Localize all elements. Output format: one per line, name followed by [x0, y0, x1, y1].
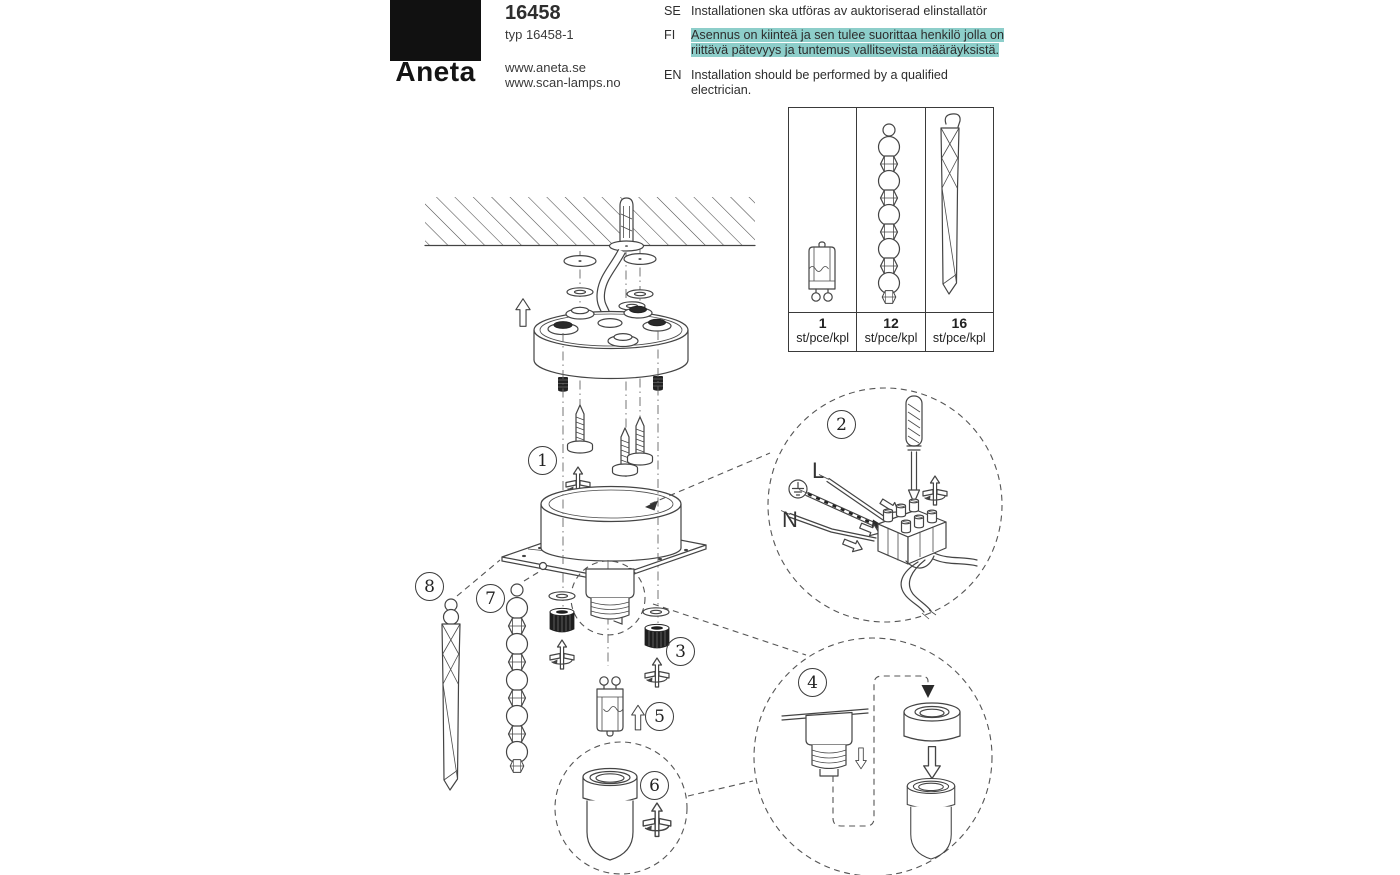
twist-icon [643, 803, 671, 836]
website-url-1: www.aneta.se [505, 60, 586, 75]
step-2-badge: 2 [827, 410, 856, 439]
lang-code-se: SE [664, 4, 681, 18]
step-8-badge: 8 [415, 572, 444, 601]
twist-icon [550, 640, 574, 669]
arrow-up-icon [516, 299, 530, 327]
aneta-logo [390, 0, 481, 61]
step-6-badge: 6 [640, 771, 669, 800]
product-code: 16458 [505, 2, 561, 24]
glass-shade-icon [583, 769, 637, 861]
socket-on-plate [782, 709, 868, 776]
collar-ring-icon [904, 703, 960, 741]
product-type: typ 16458-1 [505, 27, 574, 42]
live-wire-label: L [812, 458, 825, 483]
lang-code-en: EN [664, 68, 682, 82]
arrow-up-icon [632, 705, 645, 730]
glass-shade-icon [907, 779, 955, 860]
website-url-2: www.scan-lamps.no [505, 75, 621, 90]
lamp-body-ring [541, 487, 681, 562]
ceiling-hatch [425, 197, 755, 246]
detail-view-2 [768, 388, 1002, 622]
screwdriver-icon [906, 396, 922, 503]
twist-icon [923, 476, 947, 505]
arrow-down-icon [856, 748, 867, 769]
lang-text-fi-line1: Asennus on kiinteä ja sen tulee suorittaa henkilö jolla on [691, 28, 1004, 42]
lang-text-fi-line2: riittävä pätevyys ja tuntemus vallitsevista määräyksistä. [691, 42, 999, 57]
detail-view-6 [555, 742, 687, 874]
neutral-wire-label: N [782, 507, 798, 532]
lang-text-en: Installation should be performed by a qualified electrician. [691, 68, 948, 97]
unit-label: st/pce/kpl [864, 331, 918, 345]
brand-name: Aneta [395, 56, 476, 87]
earth-symbol-icon [789, 480, 807, 498]
lang-row-se [664, 4, 987, 19]
lang-text-fi [691, 28, 1004, 57]
lang-code-fi: FI [664, 28, 676, 42]
step-4-badge: 4 [798, 668, 827, 697]
step-5-badge: 5 [645, 702, 674, 731]
power-cable [601, 251, 622, 320]
detail-view-4 [754, 638, 992, 875]
qty-prism: 16 [951, 315, 968, 331]
crystal-prism-drop [442, 599, 460, 790]
cable-grommet [598, 319, 622, 328]
step-7-badge: 7 [476, 584, 505, 613]
lang-row-en [664, 68, 1011, 97]
parts-table-cell-prism [926, 108, 993, 351]
crystal-bead-chain [507, 584, 528, 772]
arrow-down-solid [922, 685, 935, 698]
arrow-down-icon [924, 747, 941, 779]
lang-row-fi [664, 28, 1004, 57]
twist-icon [645, 658, 669, 687]
qty-bulb: 1 [818, 315, 827, 331]
qty-chain: 12 [883, 315, 899, 331]
unit-label: st/pce/kpl [796, 331, 850, 345]
lang-text-se: Installationen ska utföras av auktoriserad elinstallatör [691, 4, 988, 18]
step-1-badge: 1 [528, 446, 557, 475]
parts-table-cell-chain [857, 108, 925, 351]
parts-table-cell-bulb [789, 108, 857, 351]
parts-table [788, 107, 994, 352]
step-3-badge: 3 [666, 637, 695, 666]
unit-label: st/pce/kpl [932, 331, 986, 345]
website-urls [505, 60, 621, 90]
g9-bulb-icon [597, 677, 623, 736]
ceiling-canopy [534, 306, 688, 392]
